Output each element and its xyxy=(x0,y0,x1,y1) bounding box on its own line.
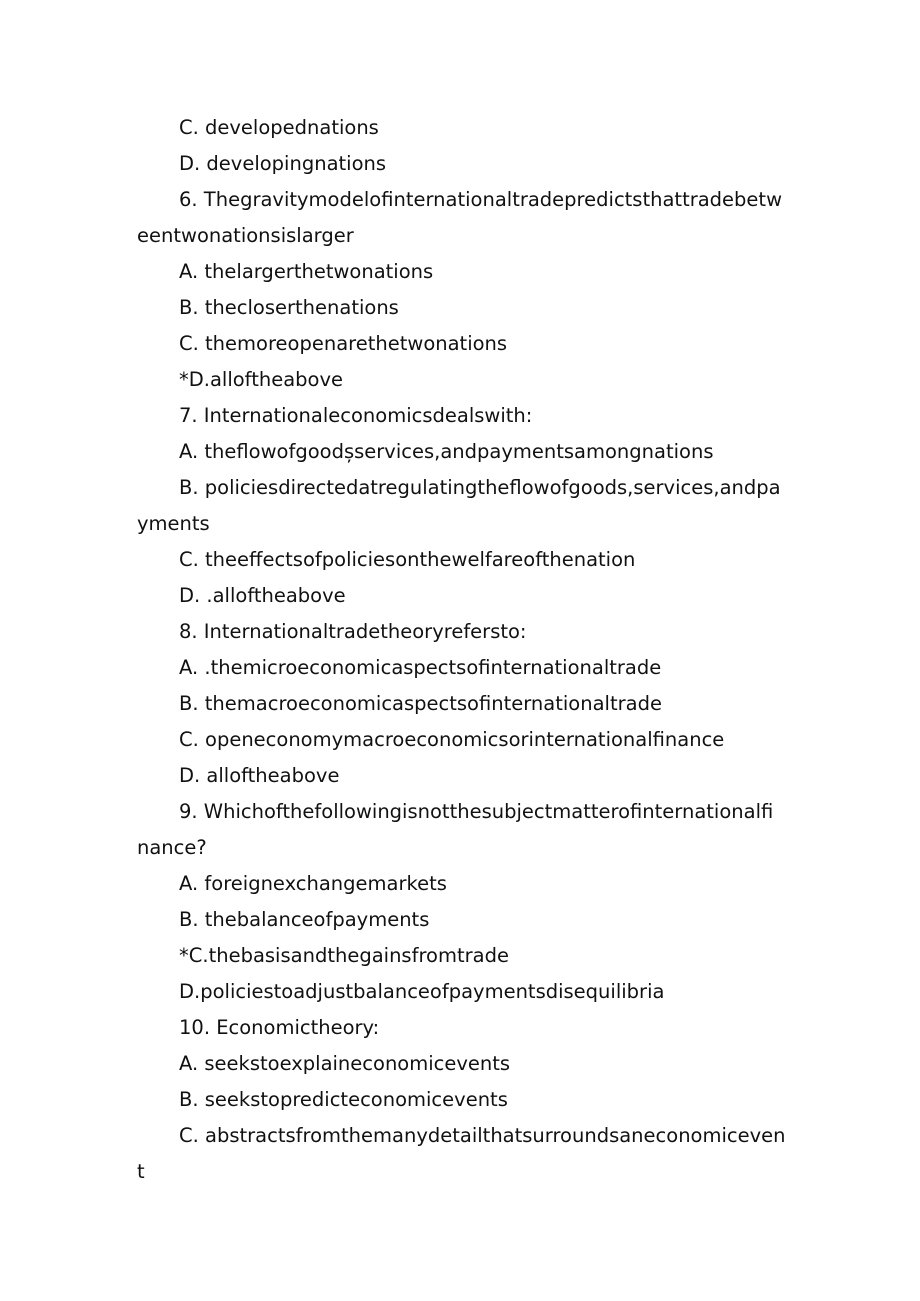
question-line: 10. Economictheory: xyxy=(179,1016,380,1039)
option-line: B. themacroeconomicaspectsofinternationaltrade xyxy=(179,692,662,715)
answer-option-line: *D.alloftheabove xyxy=(179,368,343,391)
question-line: 8. Internationaltradetheoryrefersto: xyxy=(179,620,527,643)
option-continuation-line: yments xyxy=(137,512,210,535)
option-line: D. .alloftheabove xyxy=(179,584,346,607)
option-line: C. abstractsfromthemanydetailthatsurroundsaneconomiceven xyxy=(179,1124,786,1147)
option-line: C. developednations xyxy=(179,116,379,139)
option-line: D. developingnations xyxy=(179,152,387,175)
question-continuation-line: eentwonationsislarger xyxy=(137,224,354,247)
option-line: D. alloftheabove xyxy=(179,764,340,787)
question-line: 9. Whichofthefollowingisnotthesubjectmatterofinternationalfi xyxy=(179,800,774,823)
option-line: C. theeffectsofpoliciesonthewelfareofthenation xyxy=(179,548,636,571)
answer-option-line: *C.thebasisandthegainsfromtrade xyxy=(179,944,509,967)
option-line: A. theflowofgoodșservices,andpaymentsamongnations xyxy=(179,440,714,463)
option-line: C. openeconomymacroeconomicsorinternationalfinance xyxy=(179,728,725,751)
option-line: A. foreignexchangemarkets xyxy=(179,872,447,895)
question-continuation-line: nance? xyxy=(137,836,207,859)
option-line: A. seekstoexplaineconomicevents xyxy=(179,1052,511,1075)
question-line: 6. Thegravitymodelofinternationaltradepredictsthattradebetw xyxy=(179,188,783,211)
option-continuation-line: t xyxy=(137,1160,145,1183)
option-line: C. themoreopenarethetwonations xyxy=(179,332,508,355)
option-line: D.policiestoadjustbalanceofpaymentsdisequilibria xyxy=(179,980,665,1003)
option-line: A. .themicroeconomicaspectsofinternationaltrade xyxy=(179,656,662,679)
option-line: B. policiesdirectedatregulatingtheflowofgoods,services,andpa xyxy=(179,476,781,499)
option-line: A. thelargerthetwonations xyxy=(179,260,434,283)
option-line: B. seekstopredicteconomicevents xyxy=(179,1088,508,1111)
question-line: 7. Internationaleconomicsdealswith: xyxy=(179,404,533,427)
option-line: B. thecloserthenations xyxy=(179,296,399,319)
option-line: B. thebalanceofpayments xyxy=(179,908,430,931)
